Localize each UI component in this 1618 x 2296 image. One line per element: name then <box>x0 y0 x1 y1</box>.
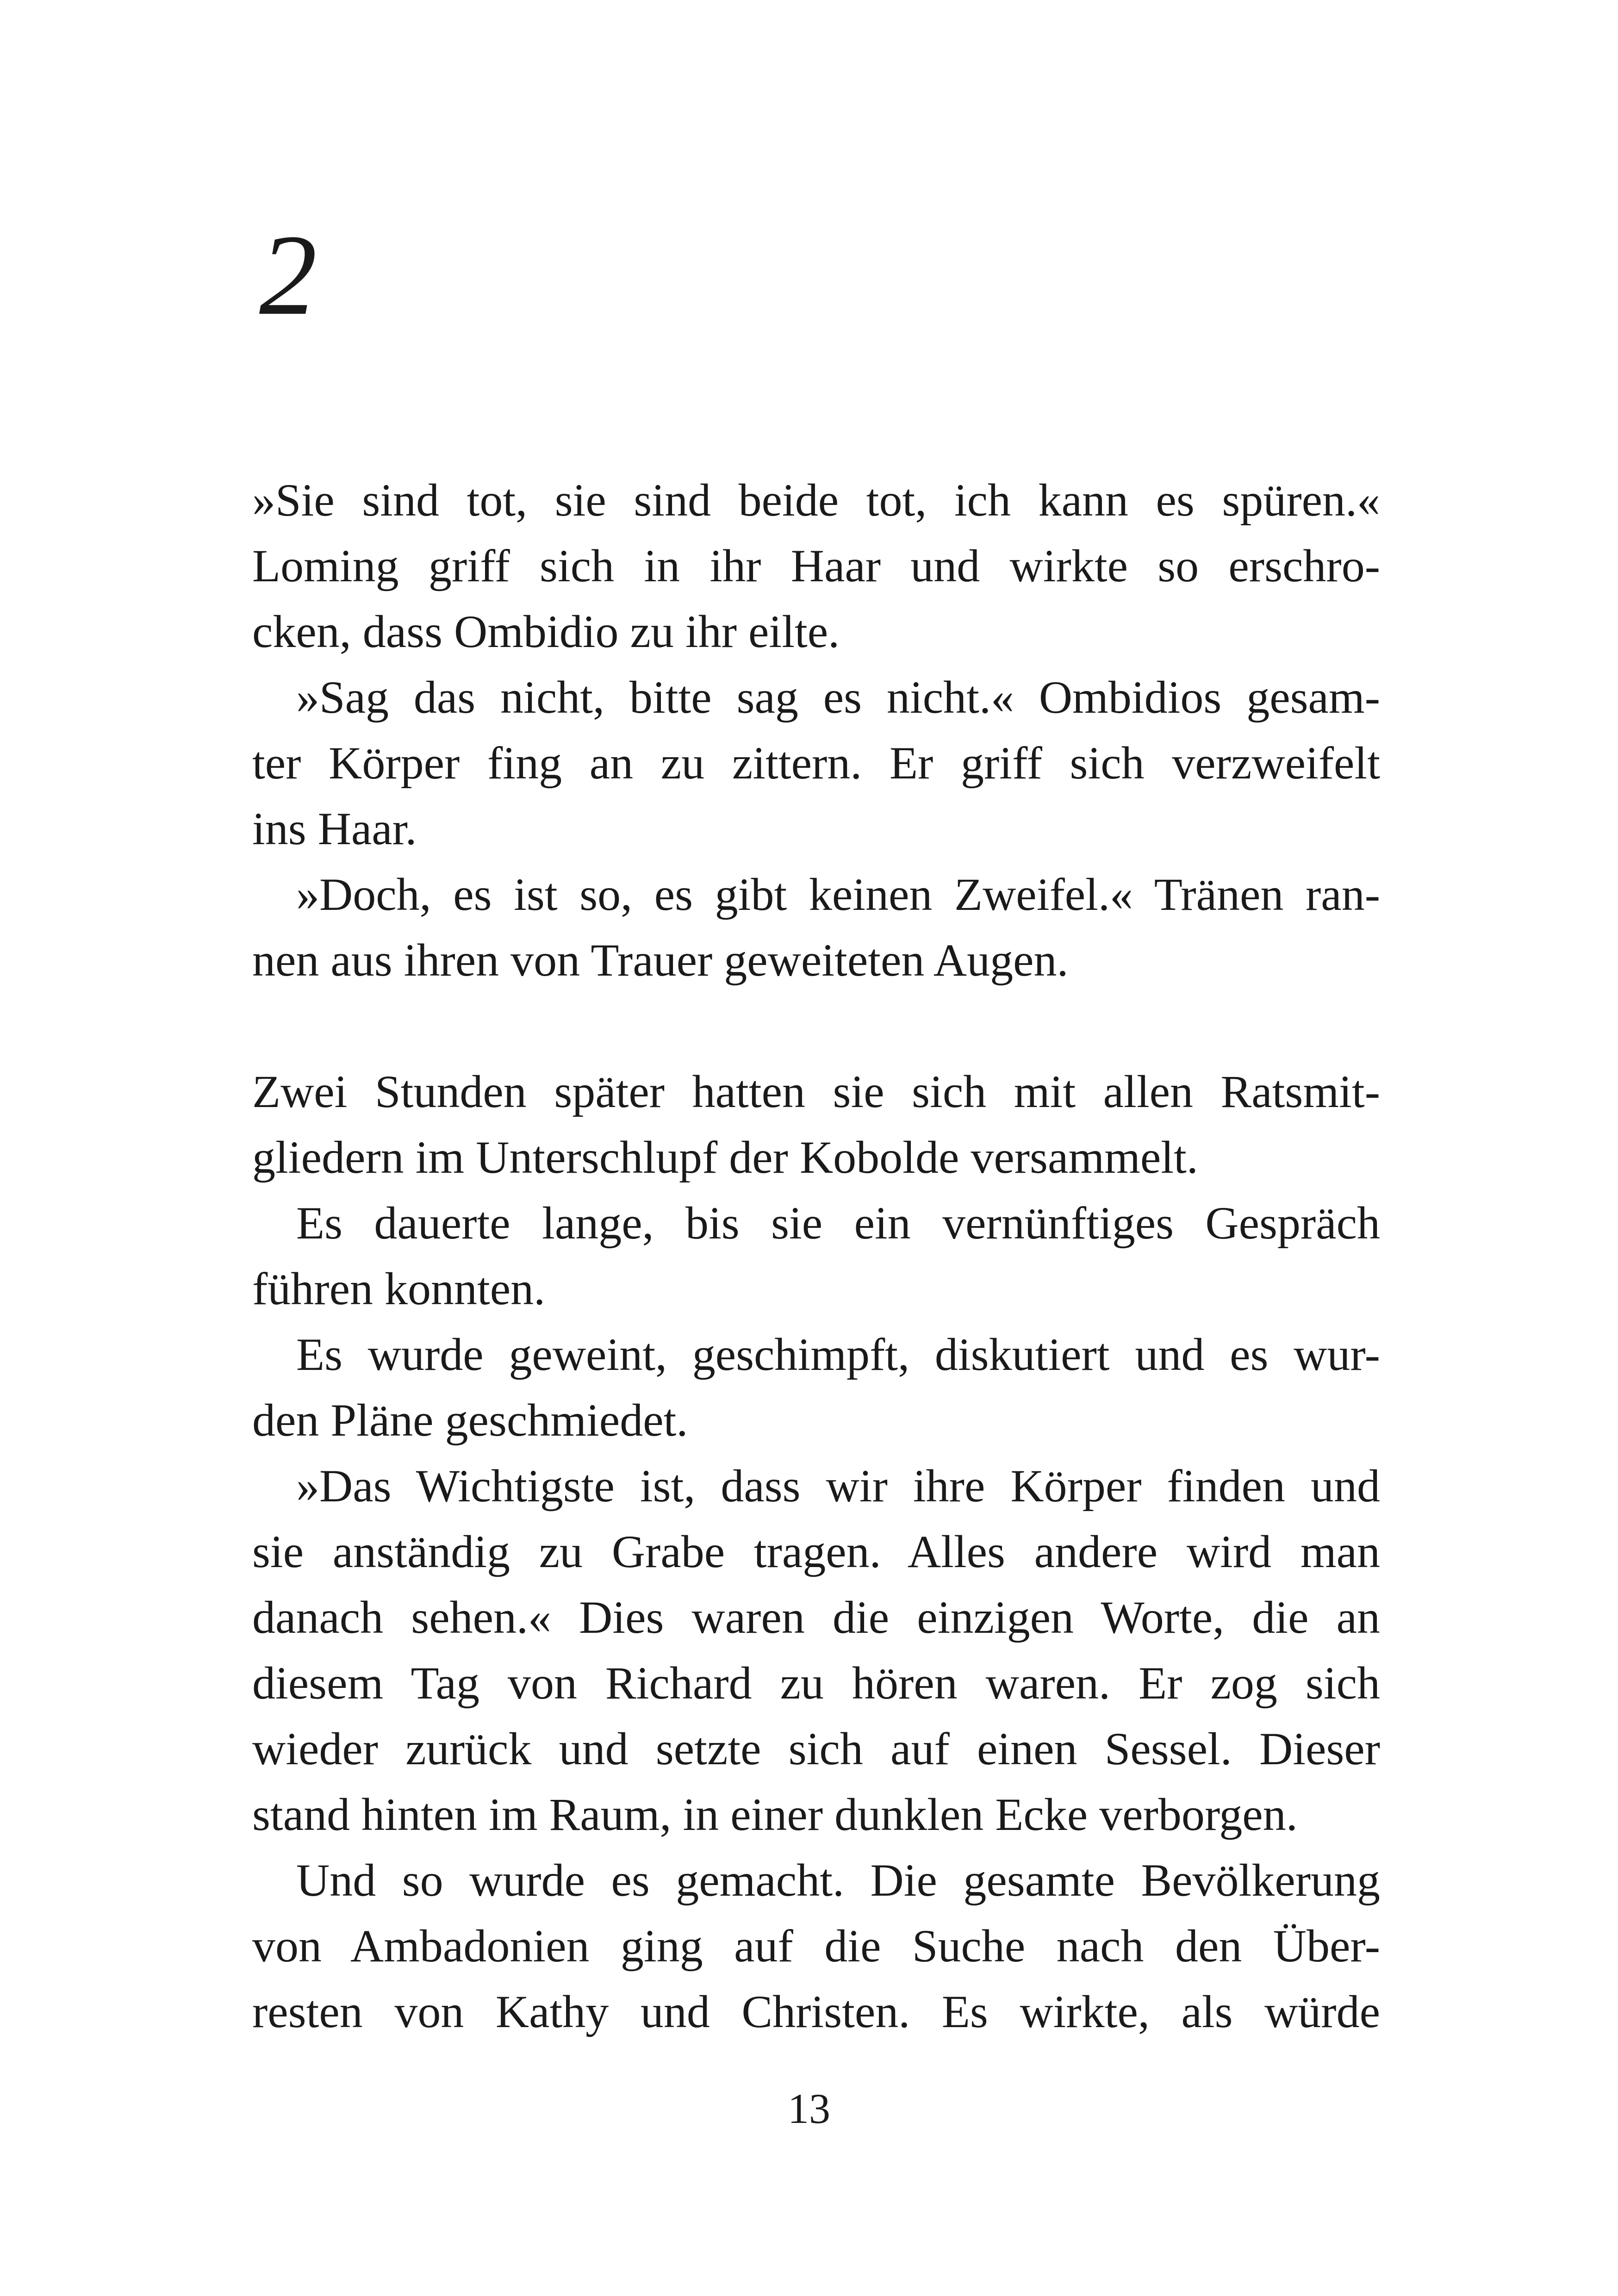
section-break <box>252 993 1380 1059</box>
text-line: Es dauerte lange, bis sie ein vernünftiges Gespräch <box>296 1197 1380 1249</box>
text-line: nen aus ihren von Trauer geweiteten Augen. <box>252 934 1069 986</box>
text-line: »Sie sind tot, sie sind beide tot, ich kann es spüren.« <box>252 474 1380 526</box>
text-line: wieder zurück und setzte sich auf einen Sessel. Dieser <box>252 1723 1380 1774</box>
text-line: diesem Tag von Richard zu hören waren. Er zog sich <box>252 1657 1380 1709</box>
text-line: »Doch, es ist so, es gibt keinen Zweifel.« Tränen ran- <box>296 869 1380 920</box>
body-text <box>252 467 1380 2045</box>
chapter-number: 2 <box>259 211 317 339</box>
text-line: sie anständig zu Grabe tragen. Alles andere wird man <box>252 1526 1380 1577</box>
text-line: danach sehen.« Dies waren die einzigen Worte, die an <box>252 1592 1380 1643</box>
text-line: resten von Kathy und Christen. Es wirkte, als würde <box>252 1986 1380 2037</box>
text-line: »Das Wichtigste ist, dass wir ihre Körper finden und <box>296 1460 1380 1512</box>
text-line: den Pläne geschmiedet. <box>252 1394 688 1446</box>
page-number: 13 <box>788 2085 830 2132</box>
text-line: Zwei Stunden später hatten sie sich mit allen Ratsmit- <box>252 1066 1380 1117</box>
text-line: Und so wurde es gemacht. Die gesamte Bevölkerung <box>296 1854 1380 1906</box>
text-line: führen konnten. <box>252 1263 546 1314</box>
text-line: Loming griff sich in ihr Haar und wirkte so erschro- <box>252 540 1380 591</box>
text-line: ter Körper fing an zu zittern. Er griff sich verzweifelt <box>252 737 1380 789</box>
text-line: gliedern im Unterschlupf der Kobolde versammelt. <box>252 1132 1198 1183</box>
text-line: Es wurde geweint, geschimpft, diskutiert und es wur- <box>296 1329 1380 1380</box>
text-line: »Sag das nicht, bitte sag es nicht.« Ombidios gesam- <box>296 672 1380 723</box>
text-line: ins Haar. <box>252 803 417 854</box>
text-line: stand hinten im Raum, in einer dunklen Ecke verborgen. <box>252 1789 1298 1840</box>
text-line: cken, dass Ombidio zu ihr eilte. <box>252 606 840 657</box>
text-line: von Ambadonien ging auf die Suche nach den Über- <box>252 1920 1380 1972</box>
